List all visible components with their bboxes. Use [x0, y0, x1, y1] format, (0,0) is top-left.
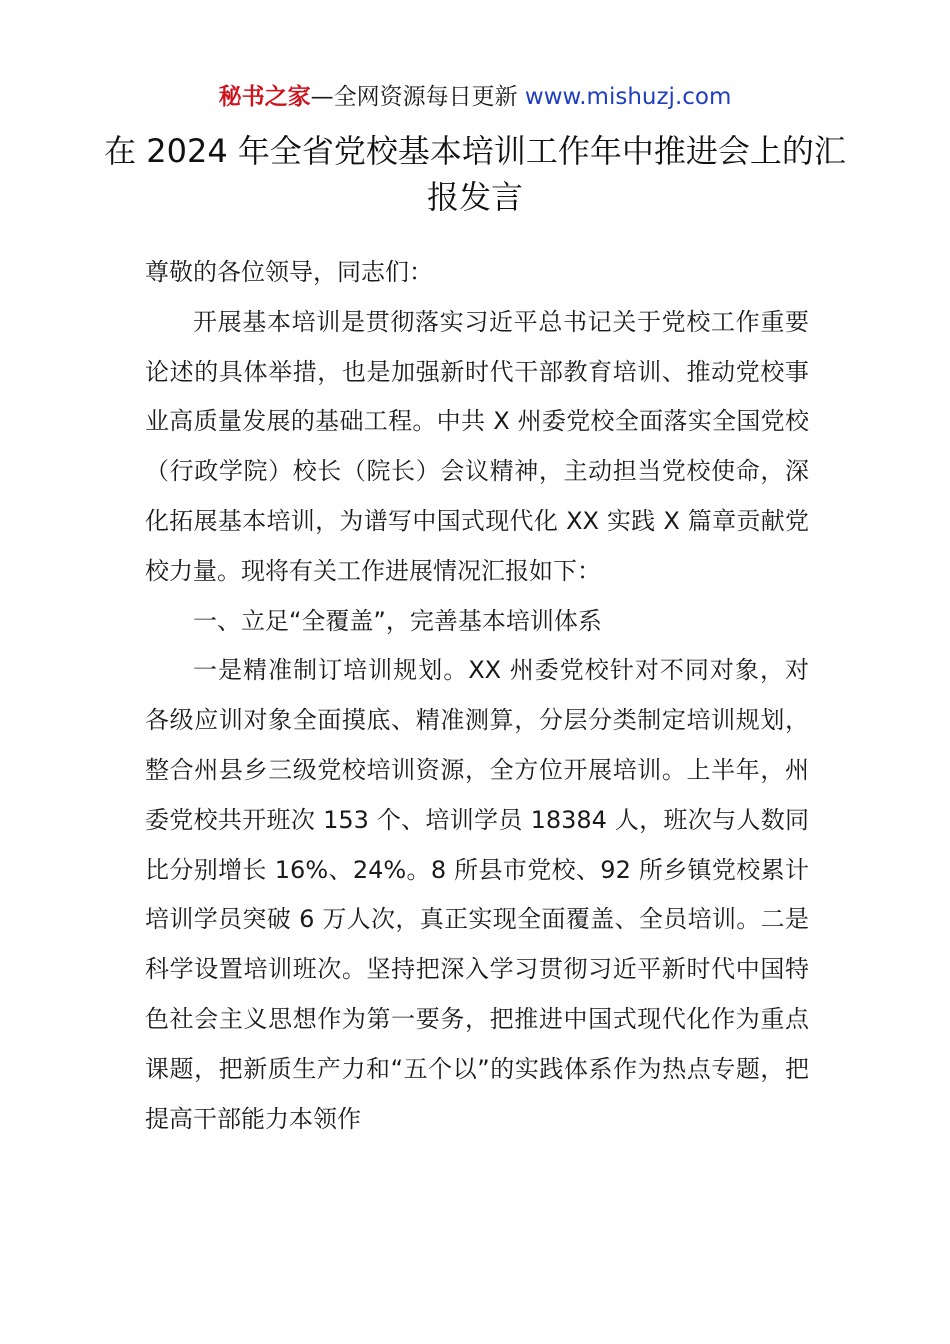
site-tagline: —全网资源每日更新 [310, 84, 518, 110]
site-header [0, 80, 950, 114]
document-body [145, 248, 809, 1144]
section-heading: 一、立足“全覆盖”，完善基本培训体系 [193, 606, 602, 635]
site-url-link[interactable]: www.mishuzj.com [524, 84, 732, 110]
section-paragraph: 一是精准制订培训规划。XX 州委党校针对不同对象，对各级应训对象全面摸底、精准测算，分层分类制定培训规划，整合州县乡三级党校培训资源，全方位开展培训。上半年，州委党校共开班次 153 个、培训学员 18384 人，班次与人数同比分别增长 16%、24%。8 所县市党校、92 所乡镇党校累计培训学员突破 6 万人次，真正实现全面覆盖、全员培训。二是科学设置培训班次。坚持把深入学习贯彻习近平新时代中国特色社会主义思想作为第一要务，把推进中国式现代化作为重点课题，把新质生产力和“五个以”的实践体系作为热点专题，把提高干部能力本领作 [145, 656, 809, 1133]
intro-paragraph: 开展基本培训是贯彻落实习近平总书记关于党校工作重要论述的具体举措，也是加强新时代干部教育培训、推动党校事业高质量发展的基础工程。中共 X 州委党校全面落实全国党校（行政学院）校长（院长）会议精神，主动担当党校使命，深化拓展基本培训，为谱写中国式现代化 XX 实践 X 篇章贡献党校力量。现将有关工作进展情况汇报如下： [145, 307, 809, 585]
document-title: 在 2024 年全省党校基本培训工作年中推进会上的汇报发言 [104, 132, 846, 216]
salutation: 尊敬的各位领导，同志们： [145, 258, 433, 286]
site-brand: 秘书之家 [218, 84, 311, 110]
